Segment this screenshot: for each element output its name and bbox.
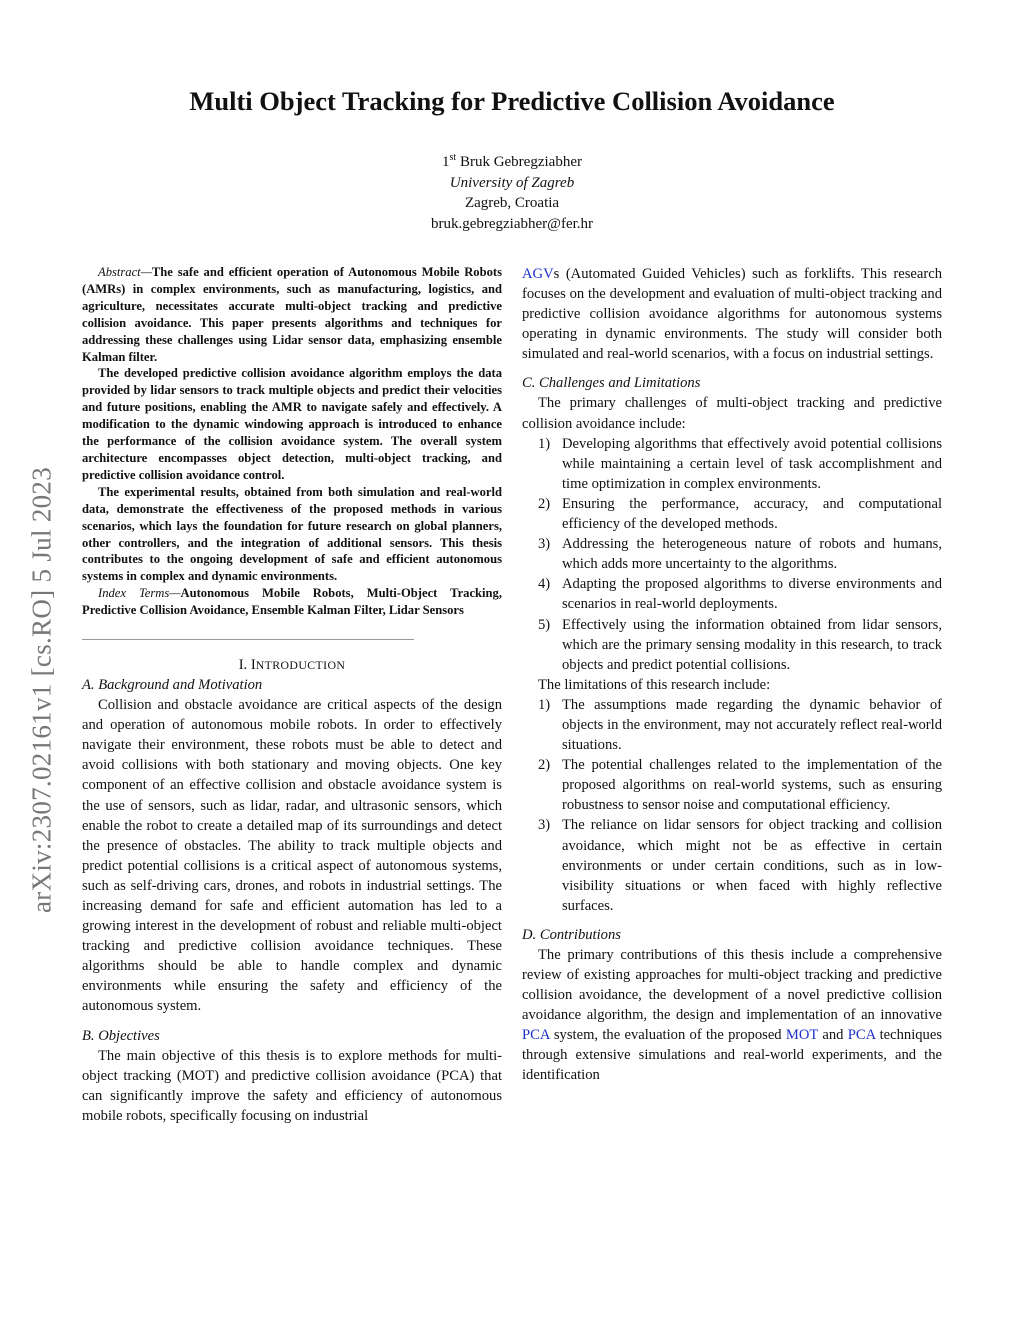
left-column [82, 264, 502, 1126]
pca-link-2[interactable]: PCA [847, 1027, 876, 1044]
abstract-label: Abstract [98, 265, 141, 279]
subsection-d-text: The primary contributions of this thesis include a comprehensive review of existing approaches for multi-object tracking and predictive collision avoidance, the development of a novel predictive collision avoidance algorithm, the design and implementation of an innovative PCA system, the evaluation of the proposed MOT and PCA techniques through extensive simulations and real-world experiments, and the identification [522, 946, 943, 1084]
limitation-item: 3) The reliance on lidar sensors for object tracking and collision avoidance, which might not be as effective in certain environments or under certain conditions, such as in low-visibility situations or when faced with highly reflective surfaces. [538, 817, 942, 914]
subsection-b-text-part1: The main objective of this thesis is to explore methods for multi-object tracking (MOT) and predictive collision avoidance (PCA) that can significantly improve the safety and efficiency of autonomous mobile robots, specifically focusing on industrial [82, 1047, 502, 1124]
author-location: Zagreb, Croatia [464, 195, 560, 211]
pca-link[interactable]: PCA [522, 1027, 550, 1044]
author-ordinal-sup: st [449, 152, 457, 163]
arxiv-identifier: arXiv:2307.02161v1 [cs.RO] 5 Jul 2023 [26, 466, 57, 914]
abstract-p2: The developed predictive collision avoidance algorithm employs the data provided by lidar sensors to track multiple objects and predict their velocities and future positions, enabling the AMR to navigate safely and effectively. A modification to the dynamic windowing approach is introduced to enhance the performance of the collision avoidance system. The overall system architecture encompasses object detection, multi-object tracking, and predictive collision avoidance control. [82, 366, 502, 482]
author-ordinal: 1 [442, 154, 450, 170]
limitations-list [522, 695, 942, 916]
challenge-item: 3) Addressing the heterogeneous nature of robots and humans, which adds more uncertainty to the algorithms. [538, 536, 942, 573]
agv-link[interactable]: AGV [522, 266, 554, 282]
abstract-p1: Abstract—The safe and efficient operation of Autonomous Mobile Robots (AMRs) in complex environments, such as manufacturing, logistics, and agriculture, necessitates accurate multi-object tracking and predictive collision avoidance. This paper presents algorithms and techniques for addressing these challenges using Lidar sensor data, emphasizing ensemble Kalman filter. [82, 265, 502, 364]
paper-title: Multi Object Tracking for Predictive Collision Avoidance [189, 86, 835, 116]
footnote-rule [82, 639, 414, 640]
subsection-a-title: A. Background and Motivation [82, 677, 263, 694]
author-email: bruk.gebregziabher@fer.hr [430, 215, 594, 232]
subsection-a-text: Collision and obstacle avoidance are critical aspects of the design and operation of autonomous mobile robots. In order to effectively navigate their environment, these robots must be able to detect and avoid collisions with both stationary and moving objects. One key component of an effective collision and obstacle avoidance system is the use of sensors, such as lidar, radar, and ultrasonic sensors, which enable the robot to create a detailed map of its surroundings and detect the presence of obstacles. The ability to track multiple objects and predict potential collisions is a critical aspect of autonomous systems, such as self-driving cars, drones, and robots in industrial settings. The increasing demand for safe and efficient automation has led to a growing interest in the development of robust and reliable multi-object tracking and predictive collision avoidance techniques. These algorithms should be able to handle complex and dynamic environments while ensuring the safety and efficiency of the autonomous system. [82, 697, 502, 1015]
author-name: Bruk Gebregziabher [459, 154, 582, 170]
subsection-c-title: C. Challenges and Limitations [522, 375, 701, 392]
challenge-item: 1) Developing algorithms that effectively avoid potential collisions while maintaining a certain level of task accomplishment and time optimization in complex environments. [538, 435, 942, 492]
challenges-list [522, 434, 942, 675]
challenge-item: 4) Adapting the proposed algorithms to diverse environments and scenarios in real-world deployments. [538, 576, 942, 613]
subsection-d-title: D. Contributions [522, 926, 621, 943]
author-block [0, 148, 1024, 234]
mot-link[interactable]: MOT [785, 1027, 819, 1044]
subsection-b-title: B. Objectives [82, 1027, 160, 1044]
author-name-line [0, 148, 1024, 173]
limitation-item: 1) The assumptions made regarding the dynamic behavior of objects in the environment, may not accurately reflect real-world situations. [538, 696, 942, 754]
limitations-intro: The limitations of this research include: [538, 676, 771, 693]
challenge-item: 2) Ensuring the performance, accuracy, and computational efficiency of the developed methods. [538, 495, 942, 533]
right-column [522, 264, 942, 1086]
author-affiliation: University of Zagreb [449, 174, 575, 191]
section-introduction-heading: I. INTRODUCTION [238, 657, 346, 674]
index-terms: Index Terms—Autonomous Mobile Robots, Multi-Object Tracking, Predictive Collision Avoidance, Ensemble Kalman Filter, Lidar Sensors [82, 586, 502, 618]
subsection-b-text-part2: AGVs (Automated Guided Vehicles) such as forklifts. This research focuses on the development and evaluation of multi-object tracking and predictive collision avoidance algorithms for autonomous systems operating in dynamic environments. The study will consider both simulated and real-world scenarios, with a focus on industrial settings. [522, 266, 942, 363]
challenge-item: 5) Effectively using the information obtained from lidar sensors, which are the primary sensing modality in this research, to track objects and predict potential collisions. [538, 616, 942, 673]
abstract [82, 264, 502, 619]
abstract-p3: The experimental results, obtained from both simulation and real-world data, demonstrate the effectiveness of the proposed methods in various scenarios, which lays the foundation for future research on global planners, other controllers, and the integration of additional sensors. This thesis contributes to the ongoing development of safe and efficient autonomous systems in complex and dynamic environments. [82, 484, 502, 584]
limitation-item: 2) The potential challenges related to the implementation of the proposed algorithms on real-world systems, such as ensuring robustness to sensor noise and computational efficiency. [538, 757, 942, 814]
challenges-intro: The primary challenges of multi-object tracking and predictive collision avoidance include: [522, 395, 942, 432]
index-terms-label: Index Terms [98, 586, 170, 601]
